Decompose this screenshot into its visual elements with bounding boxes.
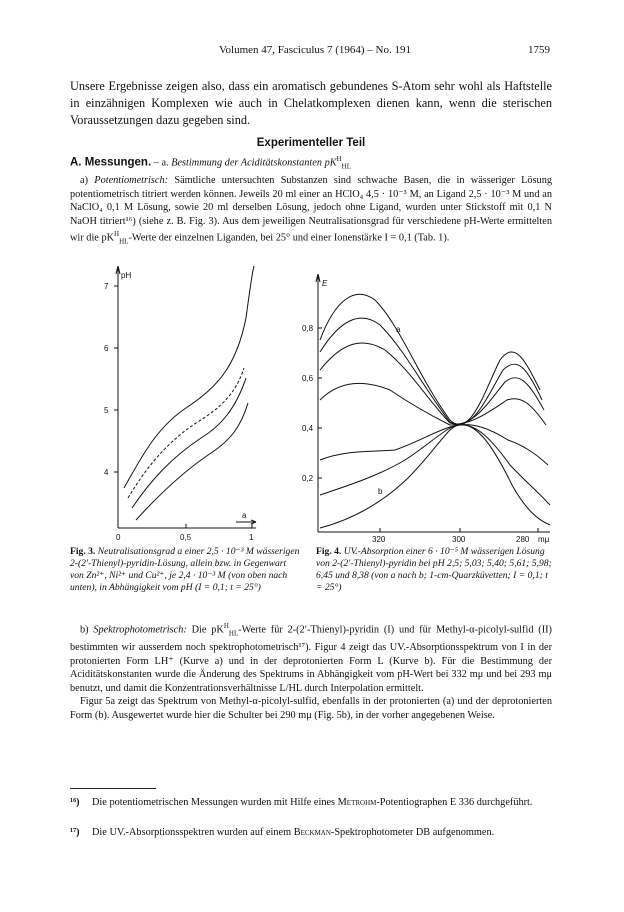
figure-4-caption-text: UV.-Absorption einer 6 · 10⁻⁵ M wässerigen Lösung von 2-(2′-Thienyl)-pyridin bei pH 2,5; 5,03; 5,40; 5,61; 5,98; 6,45 und 8,38 (von a nach b; 1-cm-Quarzküvetten; I = 0,1; t = 25°)	[316, 546, 552, 593]
fig4-curve-5	[320, 425, 548, 465]
para-a-index: a)	[80, 175, 88, 187]
footnote-text-end: -Potentiographen E 336 durchgeführt.	[376, 797, 533, 808]
footnote-16	[70, 796, 552, 810]
footnote-17	[70, 826, 552, 840]
para-a-label: Potentiometrisch:	[94, 175, 169, 187]
para-b-text-2: -Werte für 2-(2′-Thienyl)-pyridin (I) und für Methyl-α-picolyl-sulfid (II) bestimmten wir ausserdem noch spektrophotometrisch¹⁷). Figur 4 zeigt das UV.-Absorptionsspektrum von I in der protonierten Form LH⁺ (Kurve a) und in der deprotonierten Form L (Kurve b). Für die Bestimmung der Aciditätskonstanten wurde die Änderung des Spektrums in Abhängigkeit vom pH-Wert bei 332 mμ und bei 293 mμ benutzt, und damit die Konzentrationsverhältnisse L/HL durch Interpolation ermittelt.	[70, 624, 552, 694]
fig4-ytick: 0,8	[302, 324, 314, 333]
figure-3-plot	[96, 258, 286, 548]
footnote-text: Die potentiometrischen Messungen wurden mit Hilfe eines	[92, 797, 338, 808]
fig3-xlabel: a	[242, 511, 247, 520]
fig4-xtick: 280	[516, 535, 530, 544]
pk-sub: HL	[341, 162, 351, 171]
footnote-rule	[70, 788, 156, 789]
fig4-curve-b	[320, 425, 550, 528]
fig3-ytick: 6	[104, 344, 109, 353]
fig3-curve-1	[124, 266, 254, 488]
pk-sup-3: H	[223, 622, 229, 630]
fig4-curve-a	[320, 294, 540, 424]
section-a-sub: – a.	[153, 157, 169, 169]
figure-3	[96, 258, 286, 548]
fig4-curve-4	[320, 383, 546, 425]
pk-sub-3: HL	[228, 629, 239, 638]
fig3-xtick: 0,5	[180, 533, 192, 542]
figure-3-label: Fig. 3.	[70, 546, 96, 557]
pk-sub-2: HL	[119, 237, 129, 246]
fig4-ylabel: E	[322, 279, 328, 288]
fig3-curve-4	[136, 403, 248, 520]
section-b-paragraph	[70, 620, 552, 723]
figure-3-caption-text: Neutralisationsgrad a einer 2,5 · 10⁻³ M wässerigen 2-(2′-Thienyl)-pyridin-Lösung, allein bzw. in Gegenwart von Zn²⁺, Ni²⁺ und Cu²⁺, je 2,4 · 10⁻³ M (von oben nach unten), in Abhängigkeit vom pH (I = 0,1; t = 25°)	[70, 546, 300, 593]
footnote-text: Die UV.-Absorptionsspektren wurden auf einem	[92, 827, 294, 838]
intro-paragraph: Unsere Ergebnisse zeigen also, dass ein aromatisch gebundenes S-Atom sehr wohl als Haftstelle in einzähnigen Komplexen wie auch in Chelatkomplexen dienen kann, wenn die sterischen Voraussetzungen dazu gegeben sind.	[70, 79, 552, 127]
fig3-ytick: 5	[104, 406, 109, 415]
fig4-xunit: mμ	[538, 535, 550, 544]
footnote-number: ¹⁷)	[70, 827, 80, 838]
fig3-curve-2	[128, 368, 244, 498]
para-b-index: b)	[80, 624, 89, 636]
section-a-heading: A. Messungen.	[70, 156, 152, 169]
fig4-curve-6	[320, 425, 550, 505]
fig4-curve-a-label: a	[396, 325, 401, 334]
fig3-curve-3	[132, 378, 246, 508]
footnote-brand: Metrohm	[337, 797, 377, 808]
fig4-xtick: 300	[452, 535, 466, 544]
fig4-curve-2	[320, 318, 542, 424]
pk-sup-2: H	[114, 230, 120, 239]
para-a-text: Sämtliche untersuchten Substanzen sind schwache Basen, die in wässeriger Lösung potentiometrisch titriert werden können. Jeweils 20 ml einer an HClO₄ 4,5 · 10⁻³ M, an Ligand 2,5 · 10⁻³ M und an NaClO₄ 0,1 M Lösung, sowie 20 ml derselben Lösung, jedoch ohne Ligand, wurden unter Stickstoff mit 0,1 N NaOH titriert¹⁶) (siehe z. B. Fig. 3). Aus dem jeweiligen Neutralisationsgrad für verschiedene pH-Werte ermittelten wir die pK	[70, 175, 552, 244]
para-b-label: Spektrophotometrisch:	[93, 624, 187, 636]
fig3-xtick: 1	[249, 533, 254, 542]
figure-4-caption	[316, 546, 552, 594]
journal-reference: Volumen 47, Fasciculus 7 (1964) – No. 191	[219, 44, 411, 56]
page-number: 1759	[528, 44, 550, 56]
figure-4-plot	[300, 270, 560, 545]
para-b-2: Figur 5a zeigt das Spektrum von Methyl-α-picolyl-sulfid, ebenfalls in der protonierten (a) und der deprotonierten Form (b). Ausgewertet wurde hier die Schulter bei 290 mμ (Fig. 5b), in der vorher angegebenen Weise.	[70, 696, 552, 722]
figure-4-label: Fig. 4.	[316, 546, 342, 557]
footnote-number: ¹⁶)	[70, 797, 80, 808]
figure-3-caption	[70, 546, 302, 594]
fig3-ylabel: pH	[121, 271, 132, 280]
fig4-ytick: 0,2	[302, 474, 314, 483]
footnote-text-end: -Spektrophotometer DB aufgenommen.	[330, 827, 495, 838]
para-b-text-1: Die pK	[191, 624, 224, 636]
footnote-brand: Beckman	[293, 827, 331, 838]
fig3-ytick: 7	[104, 282, 109, 291]
pk-sup: H	[336, 155, 342, 163]
fig4-curve-b-label: b	[378, 487, 383, 496]
fig4-ytick: 0,4	[302, 424, 314, 433]
figure-4	[300, 270, 560, 545]
section-title: Experimenteller Teil	[256, 137, 366, 149]
para-a-text-end: -Werte der einzelnen Liganden, bei 25° und einer Ionenstärke I = 0,1 (Tab. 1).	[128, 232, 450, 244]
fig3-ytick: 4	[104, 468, 109, 477]
section-a-subtitle: Bestimmung der Aciditätskonstanten pK	[171, 157, 337, 169]
fig4-xtick: 320	[372, 535, 386, 544]
fig3-xtick: 0	[116, 533, 121, 542]
fig4-ytick: 0,6	[302, 374, 314, 383]
section-a-paragraph	[70, 153, 552, 250]
